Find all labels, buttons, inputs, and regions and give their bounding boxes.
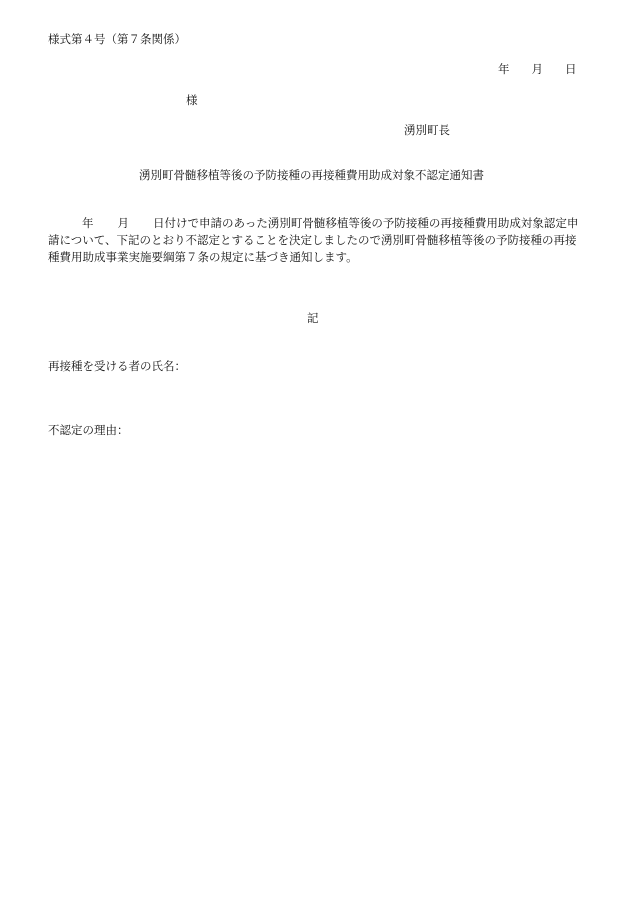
recipient-name-label: 再接種を受ける者の氏名： (48, 359, 186, 373)
body-line-3: 種費用助成事業実施要綱第７条の規定に基づき通知します。 (48, 250, 358, 264)
reason-label: 不認定の理由： (48, 423, 129, 437)
body-line-2: 請について、下記のとおり不認定とすることを決定しましたので湧別町骨髄移植等後の予防接種の再接 (48, 233, 577, 247)
date-month-label: 月 (531, 62, 543, 76)
issuer-name: 湧別町長 (404, 123, 450, 137)
date-day-label: 日 (565, 62, 577, 76)
date-year-label: 年 (498, 62, 510, 76)
body-paragraph (48, 215, 582, 266)
body-line-1 (48, 215, 582, 232)
document-title: 湧別町骨髄移植等後の予防接種の再接種費用助成対象不認定通知書 (139, 168, 484, 182)
ki-heading: 記 (307, 311, 319, 325)
body-year-label: 年 (82, 216, 94, 230)
form-number: 様式第４号（第７条関係） (48, 32, 186, 46)
addressee-suffix: 様 (186, 93, 198, 107)
body-line-1-rest: 日付けで申請のあった湧別町骨髄移植等後の予防接種の再接種費用助成対象認定申 (153, 216, 579, 230)
body-month-label: 月 (117, 216, 129, 230)
date-line (498, 64, 577, 76)
